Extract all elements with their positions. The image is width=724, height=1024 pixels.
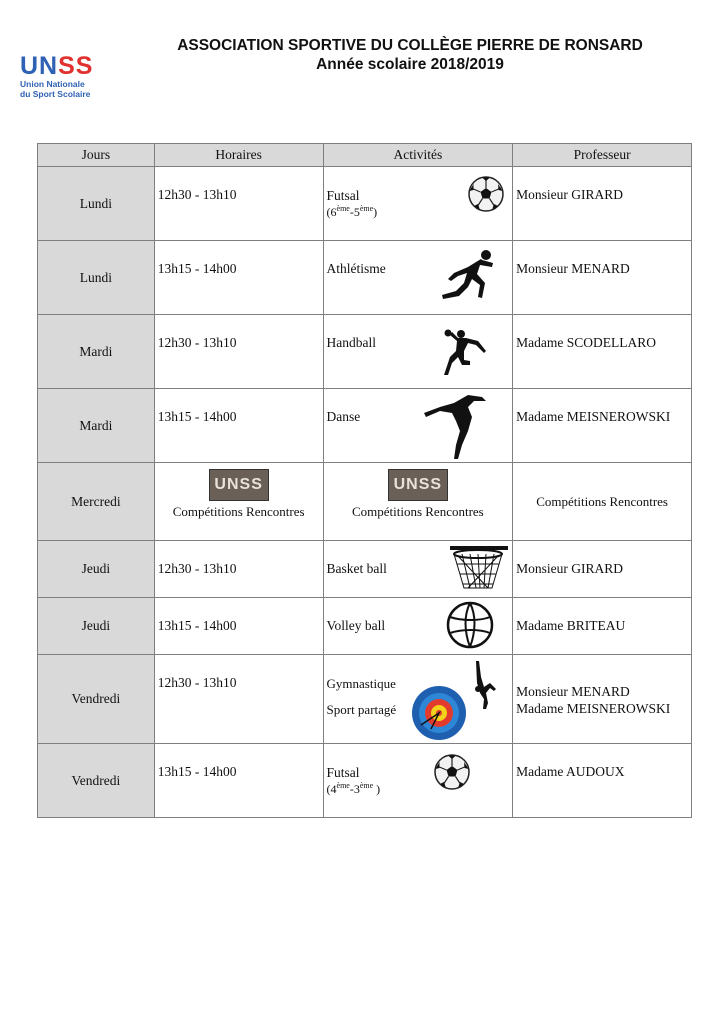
table-row xyxy=(38,744,692,818)
activity-cell xyxy=(323,389,513,463)
column-header-jours: Jours xyxy=(38,144,155,167)
unss-logo-line2: du Sport Scolaire xyxy=(20,89,91,99)
professor-text: Madame AUDOUX xyxy=(516,764,625,779)
archery-target-icon xyxy=(411,685,467,741)
unss-badge-icon: UNSS xyxy=(209,469,269,501)
professor-cell xyxy=(513,389,692,463)
basketball-hoop-icon xyxy=(448,544,510,594)
time-text: 13h15 - 14h00 xyxy=(157,764,237,779)
activity-text: Handball xyxy=(326,335,377,350)
professor-text: Monsieur MENARD xyxy=(516,261,630,276)
activity-cell xyxy=(323,598,513,655)
column-header-horaires: Horaires xyxy=(154,144,323,167)
unss-logo xyxy=(20,54,110,104)
professor-cell xyxy=(513,463,692,541)
competitions-text: Compétitions Rencontres xyxy=(172,504,305,519)
professor-cell xyxy=(513,541,692,598)
table-row xyxy=(38,241,692,315)
activity-text-2: Sport partagé xyxy=(326,702,397,717)
unss-logo-line1: Union Nationale xyxy=(20,79,85,89)
activity-text: Volley ball xyxy=(326,618,386,633)
professor-cell xyxy=(513,598,692,655)
time-text: 13h15 - 14h00 xyxy=(157,409,237,424)
time-text: 12h30 - 13h10 xyxy=(157,561,237,576)
competitions-text: Compétitions Rencontres xyxy=(351,504,484,519)
time-cell xyxy=(154,389,323,463)
day-cell: Mercredi xyxy=(38,463,155,541)
unss-badge-icon: UNSS xyxy=(388,469,448,501)
time-cell xyxy=(154,744,323,818)
time-cell xyxy=(154,315,323,389)
professor-text: Madame MEISNEROWSKI xyxy=(516,409,671,424)
day-cell: Jeudi xyxy=(38,541,155,598)
volleyball-icon xyxy=(446,601,494,649)
professor-text-2: Madame MEISNEROWSKI xyxy=(516,701,671,716)
professor-text: Madame BRITEAU xyxy=(516,618,626,633)
time-text: 12h30 - 13h10 xyxy=(157,675,237,690)
activity-text: Futsal xyxy=(326,765,360,780)
column-header-activites: Activités xyxy=(323,144,513,167)
professor-cell xyxy=(513,167,692,241)
time-text: 12h30 - 13h10 xyxy=(157,187,237,202)
day-cell: Vendredi xyxy=(38,655,155,744)
professor-cell xyxy=(513,241,692,315)
time-cell xyxy=(154,167,323,241)
professor-text: Madame SCODELLARO xyxy=(516,335,657,350)
unss-logo-mark: UNSS xyxy=(20,52,94,80)
day-cell: Mardi xyxy=(38,389,155,463)
activity-cell xyxy=(323,744,513,818)
activity-text: Danse xyxy=(326,409,361,424)
activity-text: Futsal xyxy=(326,188,360,203)
handball-player-icon xyxy=(440,327,488,377)
column-header-professeur: Professeur xyxy=(513,144,692,167)
sprinter-icon xyxy=(434,249,496,301)
activity-text: Gymnastique xyxy=(326,676,396,691)
soccer-ball-icon xyxy=(434,754,470,790)
activity-cell xyxy=(323,167,513,241)
activity-level-note: (6ème-5ème) xyxy=(326,204,378,219)
table-row xyxy=(38,315,692,389)
activity-cell xyxy=(323,241,513,315)
professor-text: Monsieur GIRARD xyxy=(516,561,624,576)
table-row xyxy=(38,463,692,541)
time-cell xyxy=(154,655,323,744)
table-row xyxy=(38,541,692,598)
time-text: 12h30 - 13h10 xyxy=(157,335,237,350)
day-cell: Jeudi xyxy=(38,598,155,655)
professor-cell xyxy=(513,315,692,389)
activity-cell xyxy=(323,315,513,389)
day-cell: Mardi xyxy=(38,315,155,389)
day-cell: Lundi xyxy=(38,167,155,241)
gymnast-icon xyxy=(470,659,498,711)
time-text: 13h15 - 14h00 xyxy=(157,261,237,276)
activity-text: Athlétisme xyxy=(326,261,386,276)
day-cell: Vendredi xyxy=(38,744,155,818)
time-cell xyxy=(154,241,323,315)
activity-cell xyxy=(323,541,513,598)
table-row xyxy=(38,655,692,744)
competitions-text: Compétitions Rencontres xyxy=(536,493,668,509)
time-cell xyxy=(154,463,323,541)
page-header xyxy=(120,36,700,74)
schedule-table xyxy=(37,143,692,818)
activity-cell xyxy=(323,463,513,541)
dancer-icon xyxy=(422,391,490,461)
professor-cell xyxy=(513,744,692,818)
activity-text: Basket ball xyxy=(326,561,387,576)
professor-text: Monsieur MENARD xyxy=(516,684,630,699)
time-cell xyxy=(154,598,323,655)
table-row xyxy=(38,598,692,655)
day-cell: Lundi xyxy=(38,241,155,315)
soccer-ball-icon xyxy=(468,176,504,212)
professor-text: Monsieur GIRARD xyxy=(516,187,624,202)
professor-cell xyxy=(513,655,692,744)
page-subtitle: Année scolaire 2018/2019 xyxy=(316,56,504,73)
page-title: ASSOCIATION SPORTIVE DU COLLÈGE PIERRE DE RONSARD xyxy=(177,37,643,54)
table-header-row xyxy=(38,144,692,167)
time-text: 13h15 - 14h00 xyxy=(157,618,237,633)
table-row xyxy=(38,389,692,463)
time-cell xyxy=(154,541,323,598)
activity-level-note: (4ème-3ème ) xyxy=(326,781,381,796)
activity-cell xyxy=(323,655,513,744)
table-row xyxy=(38,167,692,241)
